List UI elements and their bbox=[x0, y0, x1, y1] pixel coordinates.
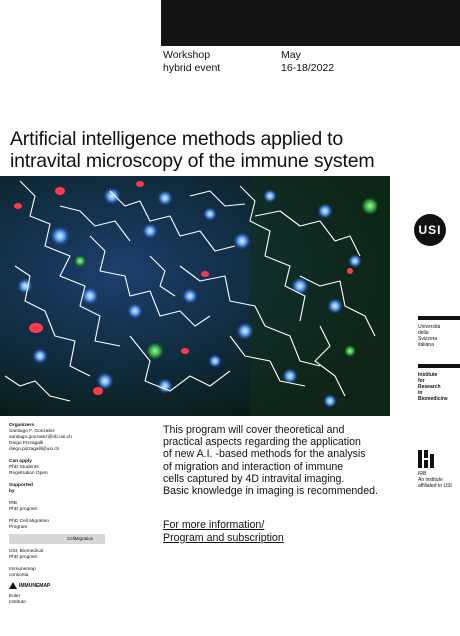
organizer-email[interactable]: diego.pizzagalli@usi.ch bbox=[9, 447, 60, 452]
institute-line: Institute bbox=[418, 372, 438, 378]
can-apply-item: PhD Students bbox=[9, 465, 39, 470]
organizers-heading: Organizers bbox=[9, 423, 35, 428]
institute-line: for bbox=[418, 378, 425, 384]
event-type bbox=[163, 49, 220, 75]
affiliation-line: affiliated to USI bbox=[418, 483, 452, 489]
supporter-item: PhD program bbox=[9, 507, 38, 512]
supporter-item: Program bbox=[9, 525, 28, 530]
info-links bbox=[163, 519, 284, 544]
immunemap-logo bbox=[9, 582, 159, 589]
event-date bbox=[281, 49, 334, 75]
irb-logo-icon bbox=[418, 450, 434, 468]
supporter-item: Institute bbox=[9, 600, 26, 605]
university-name bbox=[418, 324, 440, 348]
university-rule bbox=[418, 316, 460, 320]
cellmigration-logo bbox=[9, 534, 159, 544]
event-date-line2: 16-18/2022 bbox=[281, 62, 335, 74]
title-line1: Artificial intelligence methods applied to bbox=[10, 128, 344, 150]
can-apply-heading: Can apply bbox=[9, 459, 32, 464]
institute-rule bbox=[418, 364, 460, 368]
event-date-line1: May bbox=[281, 49, 301, 61]
cellmigration-logo-text: CellMigration bbox=[9, 534, 105, 544]
supporter-item: Immunemap bbox=[9, 567, 36, 572]
description-line: This program will cover theoretical and bbox=[163, 424, 345, 436]
description-line: cells captured by 4D intravital imaging. bbox=[163, 472, 345, 485]
university-line: della bbox=[418, 330, 429, 336]
university-line: italiana bbox=[418, 342, 434, 348]
supporter-item: PhD Cell Migration bbox=[9, 519, 49, 524]
supporter-item: PhD program bbox=[9, 555, 38, 560]
microscopy-image bbox=[0, 176, 390, 416]
credits-column bbox=[9, 423, 159, 606]
university-line: Università bbox=[418, 324, 441, 330]
supported-heading-by: by bbox=[9, 489, 15, 494]
header-black-bar bbox=[161, 0, 460, 46]
affiliation-line: IRB bbox=[418, 471, 427, 477]
event-type-line2: hybrid event bbox=[163, 62, 221, 74]
organizer-email[interactable]: santiago.gonzalez@irb.usi.ch bbox=[9, 435, 72, 440]
event-type-line1: Workshop bbox=[163, 49, 211, 61]
description-line: Basic knowledge in imaging is recommended. bbox=[163, 485, 378, 498]
supporter-item: USI, Biomedical bbox=[9, 549, 44, 554]
supporter-item: Euler bbox=[9, 594, 21, 599]
institute-name bbox=[418, 372, 448, 402]
supporter-item: consortia bbox=[9, 573, 29, 578]
description-line: practical aspects regarding the application bbox=[163, 436, 361, 449]
organizer-item: Santiago F. Gonzalez bbox=[9, 429, 55, 434]
program-subscription-link[interactable]: Program and subscription bbox=[163, 531, 284, 544]
supported-heading: Supported bbox=[9, 483, 33, 488]
program-description bbox=[163, 424, 413, 497]
supporter-item: IRB bbox=[9, 501, 17, 506]
can-apply-item: Registration Open bbox=[9, 471, 48, 476]
page-title bbox=[10, 128, 430, 172]
microscopy-graphic bbox=[0, 176, 390, 416]
affiliation-line: An institute bbox=[418, 477, 443, 483]
more-info-link[interactable]: For more information/ bbox=[163, 519, 265, 531]
institute-line: Biomedicine bbox=[418, 396, 448, 402]
description-line: of new A.I. -based methods for the analysis bbox=[163, 448, 366, 461]
affiliation-text bbox=[418, 471, 452, 489]
immunemap-logo-text: IMMUNEMAP bbox=[19, 582, 51, 589]
usi-logo: USI bbox=[414, 214, 446, 246]
description-line: of migration and interaction of immune bbox=[163, 460, 344, 473]
institute-line: Research bbox=[418, 384, 441, 390]
university-line: Svizzera bbox=[418, 336, 438, 342]
organizer-item: Diego Pizzagalli bbox=[9, 441, 44, 446]
triangle-icon bbox=[9, 582, 17, 589]
institute-line: in bbox=[418, 390, 423, 396]
title-line2: intravital microscopy of the immune system bbox=[10, 150, 375, 172]
